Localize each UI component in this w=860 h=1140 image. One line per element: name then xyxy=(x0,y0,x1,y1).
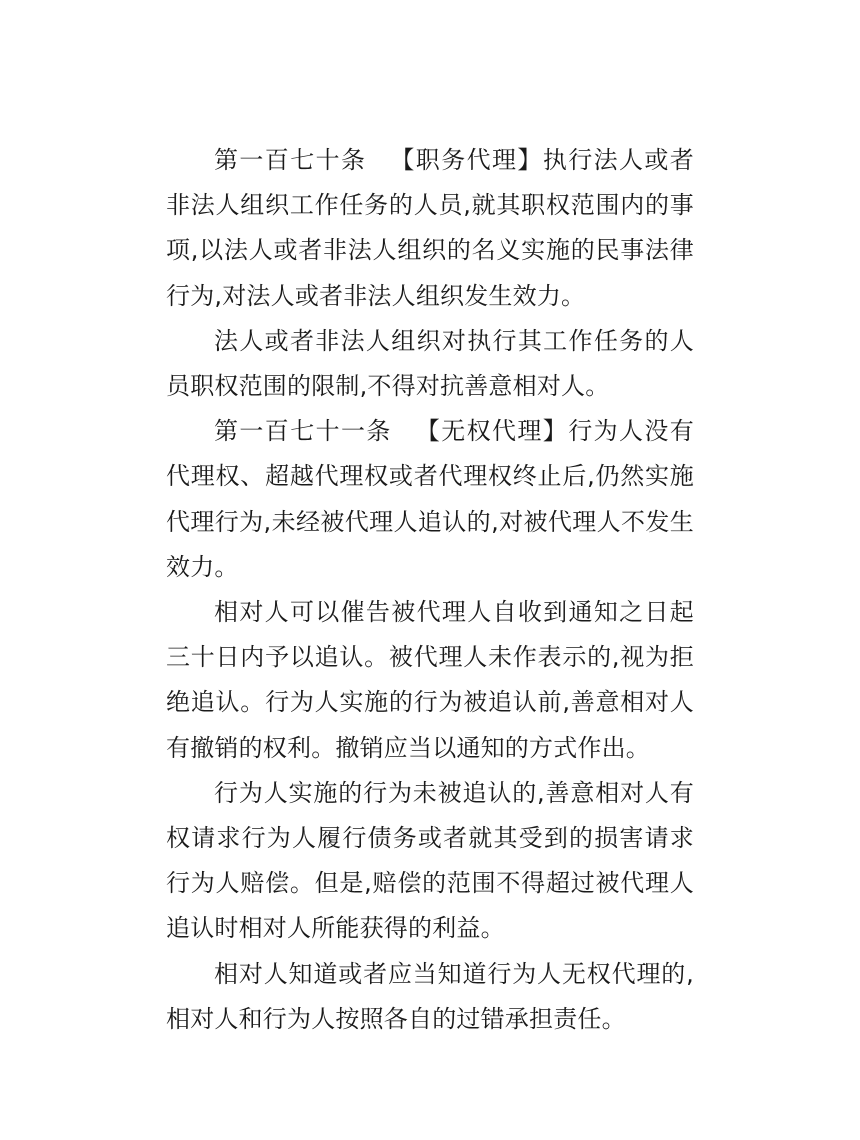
paragraph-article-171 xyxy=(166,409,694,590)
article-heading: 【职务代理】 xyxy=(390,146,543,174)
paragraph-text: 相对人知道或者应当知道行为人无权代理的,相对人和行为人按照各自的过错承担责任。 xyxy=(166,959,694,1033)
paragraph-text: 执行法人或者非法人组织工作任务的人员,就其职权范围内的事项,以法人或者非法人组织的名义实施的民事法律行为,对法人或者非法人组织发生效力。 xyxy=(166,146,695,310)
document-page xyxy=(166,138,694,1042)
article-heading: 【无权代理】 xyxy=(415,417,569,446)
paragraph-text: 相对人可以催告被代理人自收到通知之日起三十日内予以追认。被代理人未作表示的,视为拒绝追认。行为人实施的行为被追认前,善意相对人有撤销的权利。撤销应当以通知的方式作出。 xyxy=(166,598,694,762)
paragraph-text: 法人或者非法人组织对执行其工作任务的人员职权范围的限制,不得对抗善意相对人。 xyxy=(166,326,694,401)
article-number: 第一百七十一条 xyxy=(214,417,392,446)
paragraph-article-170-clause-2 xyxy=(166,319,694,409)
paragraph-article-171-clause-4 xyxy=(166,952,694,1042)
article-number: 第一百七十条 xyxy=(214,146,367,174)
paragraph-article-171-clause-2 xyxy=(166,590,694,771)
paragraph-text: 行为人没有代理权、超越代理权或者代理权终止后,仍然实施代理行为,未经被代理人追认的,对被代理人不发生效力。 xyxy=(166,417,695,581)
paragraph-article-171-clause-3 xyxy=(166,771,694,952)
paragraph-article-170 xyxy=(166,138,694,319)
paragraph-text: 行为人实施的行为未被追认的,善意相对人有权请求行为人履行债务或者就其受到的损害请求行为人赔偿。但是,赔偿的范围不得超过被代理人追认时相对人所能获得的利益。 xyxy=(166,778,694,943)
